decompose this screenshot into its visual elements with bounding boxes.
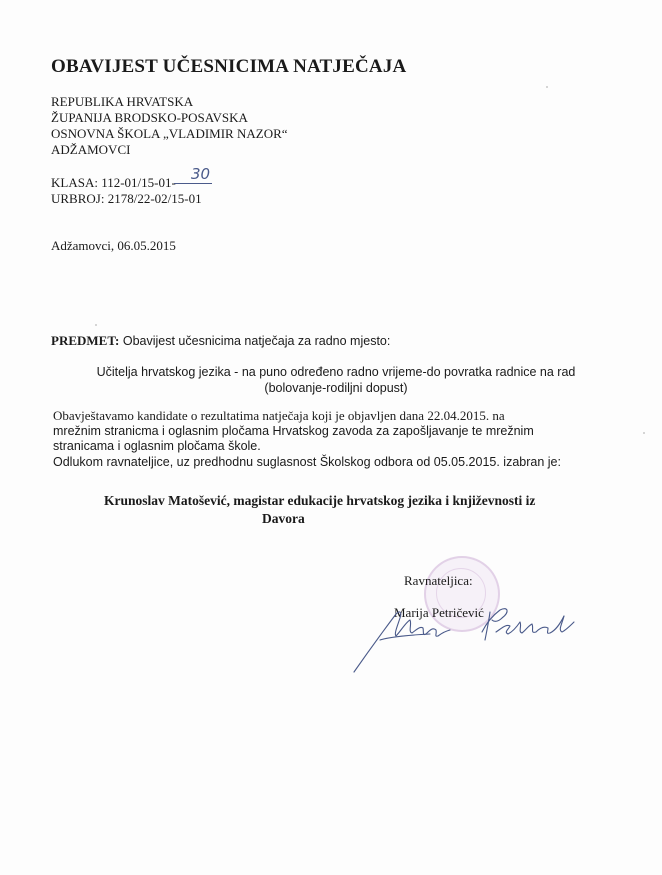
- body-line: mrežnim stranicma i oglasnim pločama Hrvatskog zavoda za zapošljavanje te mrežnim: [53, 423, 534, 438]
- position-description: [60, 364, 612, 396]
- document-title: OBAVIJEST UČESNICIMA NATJEČAJA: [51, 56, 407, 77]
- reference-block: [51, 175, 202, 207]
- subject-label: PREDMET:: [51, 333, 120, 348]
- klasa-handwritten-number: 30: [191, 165, 211, 183]
- signatory-title: Ravnateljica:: [404, 573, 473, 588]
- institution-header: [51, 94, 288, 158]
- handwritten-signature: [350, 600, 580, 675]
- body-line: Odlukom ravnateljice, uz predhodnu suglasnost Školskog odbora od 05.05.2015. izabran je:: [53, 454, 561, 469]
- header-line-town: ADŽAMOVCI: [51, 142, 131, 157]
- paper-speck: [643, 432, 645, 434]
- paper-speck: [546, 86, 548, 88]
- position-note: (bolovanje-rodiljni dopust): [264, 381, 408, 395]
- header-line-republic: REPUBLIKA HRVATSKA: [51, 94, 194, 109]
- header-line-county: ŽUPANIJA BRODSKO-POSAVSKA: [51, 110, 248, 125]
- place-date: Adžamovci, 06.05.2015: [51, 238, 176, 253]
- klasa-underline: [174, 183, 212, 184]
- urbroj-line: URBROJ: 2178/22-02/15-01: [51, 191, 202, 206]
- klasa-line: KLASA: 112-01/15-01-: [51, 175, 176, 190]
- position-line: Učitelja hrvatskog jezika - na puno određeno radno vrijeme-do povratka radnice na rad: [96, 365, 576, 379]
- candidate-place: Davora: [262, 511, 305, 526]
- body-line: Obavještavamo kandidate o rezultatima natječaja koji je objavljen dana 22.04.2015. na: [53, 408, 505, 423]
- header-line-school: OSNOVNA ŠKOLA „VLADIMIR NAZOR“: [51, 126, 288, 141]
- notice-body: [53, 408, 613, 470]
- candidate-line: Krunoslav Matošević, magistar edukacije hrvatskog jezika i književnosti iz: [104, 493, 536, 508]
- signatory-name: Marija Petričević: [394, 605, 484, 620]
- selected-candidate: [104, 492, 535, 528]
- subject-line: [51, 333, 390, 349]
- subject-text: Obavijest učesnicima natječaja za radno mjesto:: [119, 334, 391, 348]
- paper-speck: [95, 324, 97, 326]
- body-line: stranicama i oglasnim pločama škole.: [53, 439, 261, 453]
